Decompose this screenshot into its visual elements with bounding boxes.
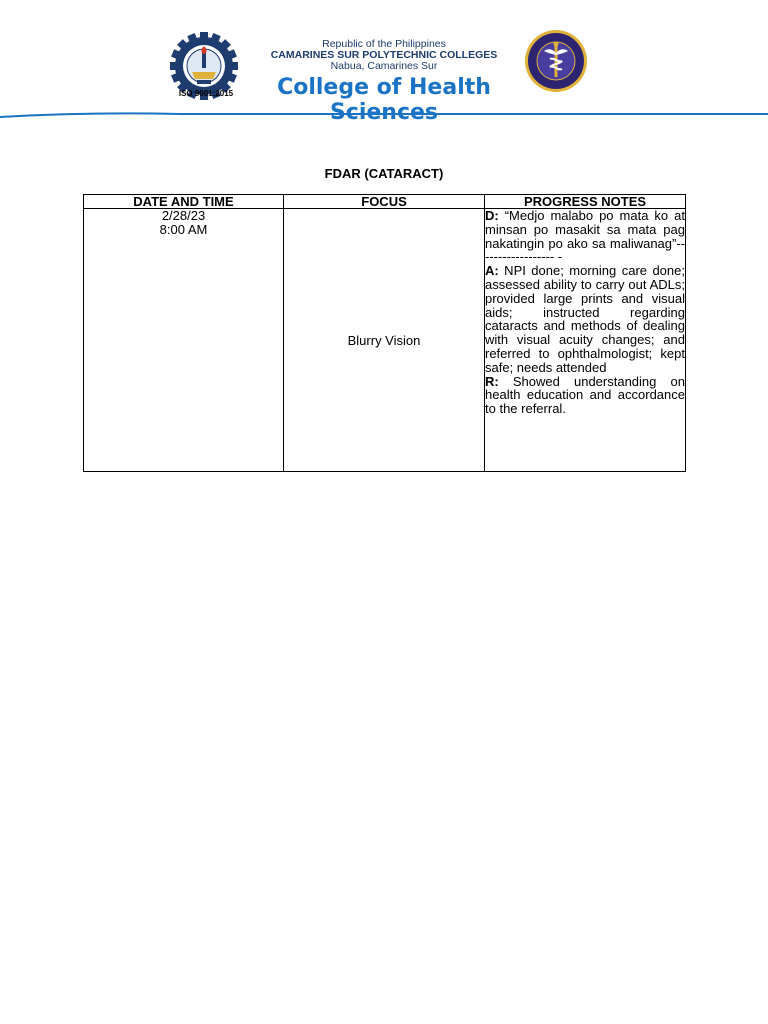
focus-cell: Blurry Vision (284, 209, 485, 472)
republic-label: Republic of the Philippines (322, 38, 446, 50)
health-sciences-seal-icon (524, 29, 588, 93)
column-header-progress-notes: PROGRESS NOTES (485, 195, 686, 209)
iso-certification: ISO 9001:2015 (178, 89, 234, 98)
action-note (485, 264, 685, 374)
progress-notes-cell (485, 209, 686, 472)
department-title: College of Health Sciences (277, 75, 491, 125)
response-label: R: (485, 373, 499, 389)
response-note (485, 375, 685, 416)
data-text: “Medjo malabo po mata ko at minsan po masakit sa mata pag nakatingin po ako sa maliwanag”------------------ - (485, 208, 685, 265)
action-text: NPI done; morning care done; assessed ability to carry out ADLs; provided large prints and visual aids; instructed regarding cataracts and methods of dealing with visual acuity changes; and referred to ophthalmologist; kept safe; needs attended (485, 263, 685, 375)
table-header-row (84, 195, 686, 209)
entry-time: 8:00 AM (159, 222, 208, 237)
date-time-cell (84, 209, 284, 472)
college-location: Nabua, Camarines Sur (330, 60, 438, 72)
college-name: CAMARINES SUR POLYTECHNIC COLLEGES (270, 49, 498, 61)
action-label: A: (485, 263, 499, 279)
response-text: Showed understanding on health education and accordance to the referral. (485, 373, 685, 417)
column-header-focus: FOCUS (284, 195, 485, 209)
data-label: D: (485, 208, 499, 223)
fdar-table (83, 194, 686, 472)
document-title: FDAR (CATARACT) (324, 166, 444, 181)
header-divider (0, 110, 768, 134)
data-note (485, 209, 685, 264)
column-header-date-time: DATE AND TIME (84, 195, 284, 209)
entry-date: 2/28/23 (161, 208, 206, 223)
table-row (84, 209, 686, 472)
